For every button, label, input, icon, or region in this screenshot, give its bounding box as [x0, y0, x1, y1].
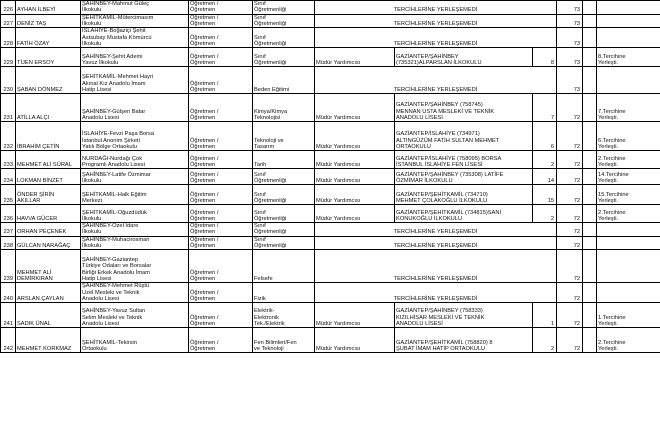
branch: Sınıf Öğretmenliği [253, 28, 315, 48]
score: 72 [557, 250, 583, 283]
blank-cell [583, 14, 597, 28]
result-note [597, 236, 660, 250]
current-school: ŞEHİTKAMİL-Halk Eğitim Merkezi [81, 185, 189, 205]
preference-number: 1 [533, 303, 557, 328]
placement-result: TERCİHLERİNE YERLEŞEMEDİ [315, 250, 557, 283]
assignment-title: Müdür Yardımcısı [315, 169, 395, 185]
branch: Sınıf Öğretmenliği [253, 169, 315, 185]
branch: Felsefe [253, 250, 315, 283]
teacher-name: GÜLCAN NARAĞAÇ [16, 236, 81, 250]
table-row [1, 94, 660, 122]
result-note [597, 283, 660, 303]
position-title: Öğretmen / Öğretmen [189, 185, 253, 205]
position-title: Öğretmen / Öğretmen [189, 67, 253, 94]
row-number: 235 [1, 185, 16, 205]
position-title: Öğretmen / Öğretmen [189, 205, 253, 223]
blank-cell [583, 303, 597, 328]
score: 72 [557, 94, 583, 122]
placed-school: GAZİANTEP/ŞAHİNBEY (735308) LATİFE ÖZMİMAR İLKOKULU [395, 169, 533, 185]
position-title: Öğretmen / Öğretmen [189, 14, 253, 28]
row-number: 231 [1, 94, 16, 122]
table-row [1, 28, 660, 48]
table-row [1, 67, 660, 94]
preference-number: 2 [533, 151, 557, 169]
row-number: 226 [1, 1, 16, 15]
branch: Beden Eğitimi [253, 67, 315, 94]
preference-number: 15 [533, 185, 557, 205]
row-number: 241 [1, 303, 16, 328]
branch: Sınıf Öğretmenliği [253, 223, 315, 237]
result-note [597, 223, 660, 237]
row-number: 239 [1, 250, 16, 283]
table-row [1, 169, 660, 185]
score: 72 [557, 328, 583, 353]
blank-cell [583, 169, 597, 185]
table-row [1, 151, 660, 169]
position-title: Öğretmen / Öğretmen [189, 122, 253, 151]
result-note [597, 67, 660, 94]
teacher-name: LOKMAN BİNZET [16, 169, 81, 185]
score: 73 [557, 67, 583, 94]
blank-cell [583, 205, 597, 223]
branch: Sınıf Öğretmenliği [253, 185, 315, 205]
current-school: ŞEHİTKAMİL-Tekirsin Ortaokulu [81, 328, 189, 353]
preference-number: 14 [533, 169, 557, 185]
table-row [1, 236, 660, 250]
branch: Tarih [253, 151, 315, 169]
row-number: 233 [1, 151, 16, 169]
current-school: NURDAĞI-Nurdağı Çok Programlı Anadolu Lisesi [81, 151, 189, 169]
position-title: Öğretmen / Öğretmen [189, 223, 253, 237]
teacher-name: AYHAN İLBEYİ [16, 1, 81, 15]
row-number: 227 [1, 14, 16, 28]
placed-school: GAZİANTEP/İSLAHİYE (758095) BORSA İSTANBUL İSLAHİYE FEN LİSESİ [395, 151, 533, 169]
position-title: Öğretmen / Öğretmen [189, 1, 253, 15]
teacher-name: HAVVA GÜCER [16, 205, 81, 223]
position-title: Öğretmen / Öğretmen [189, 236, 253, 250]
score: 72 [557, 122, 583, 151]
position-title: Öğretmen / Öğretmen [189, 48, 253, 67]
teacher-name: ORHAN PEÇENEK [16, 223, 81, 237]
branch: Sınıf Öğretmenliği [253, 236, 315, 250]
placed-school: GAZİANTEP/ŞEHİTKAMİL (734710) MEHMET ÇOLAKOĞLU İLKOKULU [395, 185, 533, 205]
row-number: 242 [1, 328, 16, 353]
teacher-name: FATİH ÖZAY [16, 28, 81, 48]
score: 73 [557, 28, 583, 48]
table-row [1, 14, 660, 28]
position-title: Öğretmen / Öğretmen [189, 151, 253, 169]
placement-result: TERCİHLERİNE YERLEŞEMEDİ [315, 1, 557, 15]
result-note [597, 28, 660, 48]
table-row [1, 223, 660, 237]
current-school: ŞAHİNBEY-Özel İdare İlkokulu [81, 223, 189, 237]
score: 72 [557, 185, 583, 205]
current-school: ŞAHİNBEY-Gaziantep Türkiye Odaları ve Borsalar Birliği Erkek Anadolu İmam Hatip Lisesi [81, 250, 189, 283]
row-number: 240 [1, 283, 16, 303]
placement-result: TERCİHLERİNE YERLEŞEMEDİ [315, 283, 557, 303]
result-note: 7.Tercihine Yerleşti. [597, 94, 660, 122]
assignment-title: Müdür Yardımcısı [315, 303, 395, 328]
current-school: ŞAHİNBEY-Muhacirosman İlkokulu [81, 236, 189, 250]
score: 72 [557, 236, 583, 250]
position-title: Öğretmen / Öğretmen [189, 283, 253, 303]
placement-result: TERCİHLERİNE YERLEŞEMEDİ [315, 67, 557, 94]
teacher-name: MEHMET KORKMAZ [16, 328, 81, 353]
blank-cell [583, 94, 597, 122]
position-title: Öğretmen / Öğretmen [189, 328, 253, 353]
branch: Sınıf Öğretmenliği [253, 205, 315, 223]
placed-school: GAZİANTEP/ŞAHİNBEY (758745) MENNAN USTA MESLEKİ VE TEKNİK ANADOLU LİSESİ [395, 94, 533, 122]
blank-cell [583, 48, 597, 67]
score: 73 [557, 48, 583, 67]
current-school: ŞAHİNBEY-Yavuz Sultan Selim Mesleki ve Teknik Anadolu Lisesi [81, 303, 189, 328]
branch: Teknoloji ve Tasarım [253, 122, 315, 151]
table-row [1, 48, 660, 67]
position-title: Öğretmen / Öğretmen [189, 169, 253, 185]
row-number: 232 [1, 122, 16, 151]
result-note: 2.Tercihine Yerleşti. [597, 151, 660, 169]
table-row [1, 185, 660, 205]
position-title: Öğretmen / Öğretmen [189, 250, 253, 283]
placed-school: GAZİANTEP/İSLAHİYE (734971) ALTINGÜZÜM FATİH SULTAN MEHMET ORTAOKULU [395, 122, 533, 151]
assignment-title: Müdür Yardımcısı [315, 328, 395, 353]
result-note [597, 14, 660, 28]
row-number: 238 [1, 236, 16, 250]
result-note: 2.Tercihine Yerleşti. [597, 205, 660, 223]
branch: Fen Bilimleri/Fen ve Teknoloji [253, 328, 315, 353]
result-note: 15.Tercihine Yerleşti. [597, 185, 660, 205]
blank-cell [583, 283, 597, 303]
branch: Sınıf Öğretmenliği [253, 48, 315, 67]
current-school: İSLAHİYE-Boğaziçi Şehit Astsubay Mustafa Kömürcü İlkokulu [81, 28, 189, 48]
blank-cell [583, 122, 597, 151]
teacher-name: SADIK ÜNAL [16, 303, 81, 328]
table-row [1, 205, 660, 223]
preference-number: 6 [533, 122, 557, 151]
row-number: 228 [1, 28, 16, 48]
row-number: 236 [1, 205, 16, 223]
teacher-name: DENİZ TAŞ [16, 14, 81, 28]
branch: Sınıf Öğretmenliği [253, 14, 315, 28]
result-note [597, 250, 660, 283]
score: 72 [557, 223, 583, 237]
preference-number: 2 [533, 205, 557, 223]
table-row [1, 1, 660, 15]
current-school: ŞAHİNBEY-Şehit Ademi Yavuz İlkokulu [81, 48, 189, 67]
teacher-name: ŞABAN DÖNMEZ [16, 67, 81, 94]
table-row [1, 122, 660, 151]
teacher-name: ATİLLA ALÇI [16, 94, 81, 122]
current-school: ŞAHİNBEY-Gülşen Batar Anadolu Lisesi [81, 94, 189, 122]
blank-cell [583, 28, 597, 48]
row-number: 229 [1, 48, 16, 67]
assignment-title: Müdür Yardımcısı [315, 185, 395, 205]
position-title: Öğretmen / Öğretmen [189, 94, 253, 122]
blank-cell [583, 185, 597, 205]
score: 72 [557, 205, 583, 223]
current-school: ŞEHİTKAMİL-Mütercimasım İlkokulu [81, 14, 189, 28]
row-number: 230 [1, 67, 16, 94]
teacher-name: İBRAHİM ÇETİN [16, 122, 81, 151]
table-row [1, 303, 660, 328]
teacher-name: MEHMET ALİ SÜRAL [16, 151, 81, 169]
result-note: 14.Tercihine Yerleşti. [597, 169, 660, 185]
placed-school: GAZİANTEP/ŞAHİNBEY (758333) KIZILHİSAR MESLEKİ VE TEKNİK ANADOLU LİSESİ [395, 303, 533, 328]
current-school: ŞAHİNBEY-Latife Özmimar İlkokulu [81, 169, 189, 185]
placed-school: GAZİANTEP/ŞAHİNBEY (735321)ALPARSLAN İLKOKULU [395, 48, 533, 67]
row-number: 237 [1, 223, 16, 237]
blank-cell [583, 328, 597, 353]
current-school: ŞAHİNBEY-Mahmut Güleç İlkokulu [81, 1, 189, 15]
result-note: 1.Tercihine Yerleşti. [597, 303, 660, 328]
table-row [1, 283, 660, 303]
current-school: ŞAHİNBEY-Mehmet Rüştü Uzel Mesleki ve Teknik Anadolu Lisesi [81, 283, 189, 303]
blank-cell [583, 151, 597, 169]
preference-number: 7 [533, 94, 557, 122]
result-note: 8.Tercihine Yerleşti. [597, 48, 660, 67]
position-title: Öğretmen / Öğretmen [189, 303, 253, 328]
assignment-title: Müdür Yardımcısı [315, 151, 395, 169]
teacher-name: ÖNDER ŞİRİN AKILLAR [16, 185, 81, 205]
placed-school: GAZİANTEP/ŞEHİTKAMİL (758820) 8 ŞUBAT İMAM HATİP ORTAOKULU [395, 328, 533, 353]
assignment-title: Müdür Yardımcısı [315, 205, 395, 223]
blank-cell [583, 250, 597, 283]
score: 73 [557, 1, 583, 15]
score: 72 [557, 283, 583, 303]
result-note [597, 1, 660, 15]
placement-result: TERCİHLERİNE YERLEŞEMEDİ [315, 236, 557, 250]
table-row [1, 328, 660, 353]
row-number: 234 [1, 169, 16, 185]
blank-cell [583, 67, 597, 94]
placement-result: TERCİHLERİNE YERLEŞEMEDİ [315, 223, 557, 237]
branch: Elektrik- Elektronik Tek./Elektrik [253, 303, 315, 328]
score: 72 [557, 169, 583, 185]
score: 72 [557, 151, 583, 169]
current-school: İSLAHİYE-Fevzi Paşa Borsa İstanbul Anonim Şirketi Yatılı Bölge Ortaokulu [81, 122, 189, 151]
branch: Sınıf Öğretmenliği [253, 1, 315, 15]
teacher-name: ARSLAN ÇAYLAN [16, 283, 81, 303]
teacher-name: MEHMET ALİ DEMİRKIRAN [16, 250, 81, 283]
current-school: ŞEHİTKAMİL-Oğuzdüdük İlkokulu [81, 205, 189, 223]
placed-school: GAZİANTEP/ŞEHİTKAMİL (734815)SANİ KONUKOĞLU İLKOKULU [395, 205, 533, 223]
score: 73 [557, 14, 583, 28]
result-note: 2.Tercihine Yerleşti. [597, 328, 660, 353]
blank-cell [583, 223, 597, 237]
score: 72 [557, 303, 583, 328]
assignment-title: Müdür Yardımcısı [315, 48, 395, 67]
branch: Fizik [253, 283, 315, 303]
blank-cell [583, 236, 597, 250]
preference-number: 2 [533, 328, 557, 353]
preference-number: 8 [533, 48, 557, 67]
teacher-name: TİJEN ERSOY [16, 48, 81, 67]
assignment-title: Müdür Yardımcısı [315, 122, 395, 151]
placement-result: TERCİHLERİNE YERLEŞEMEDİ [315, 28, 557, 48]
branch: Kimya/Kimya Teknolojisi [253, 94, 315, 122]
position-title: Öğretmen / Öğretmen [189, 28, 253, 48]
placement-result: TERCİHLERİNE YERLEŞEMEDİ [315, 14, 557, 28]
assignment-title: Müdür Yardımcısı [315, 94, 395, 122]
blank-cell [583, 1, 597, 15]
table-row [1, 250, 660, 283]
current-school: ŞEHİTKAMİL-Mehmet Hayri Akınal Kız Anadolu İmam Hatip Lisesi [81, 67, 189, 94]
result-note: 6.Tercihine Yerleşti. [597, 122, 660, 151]
